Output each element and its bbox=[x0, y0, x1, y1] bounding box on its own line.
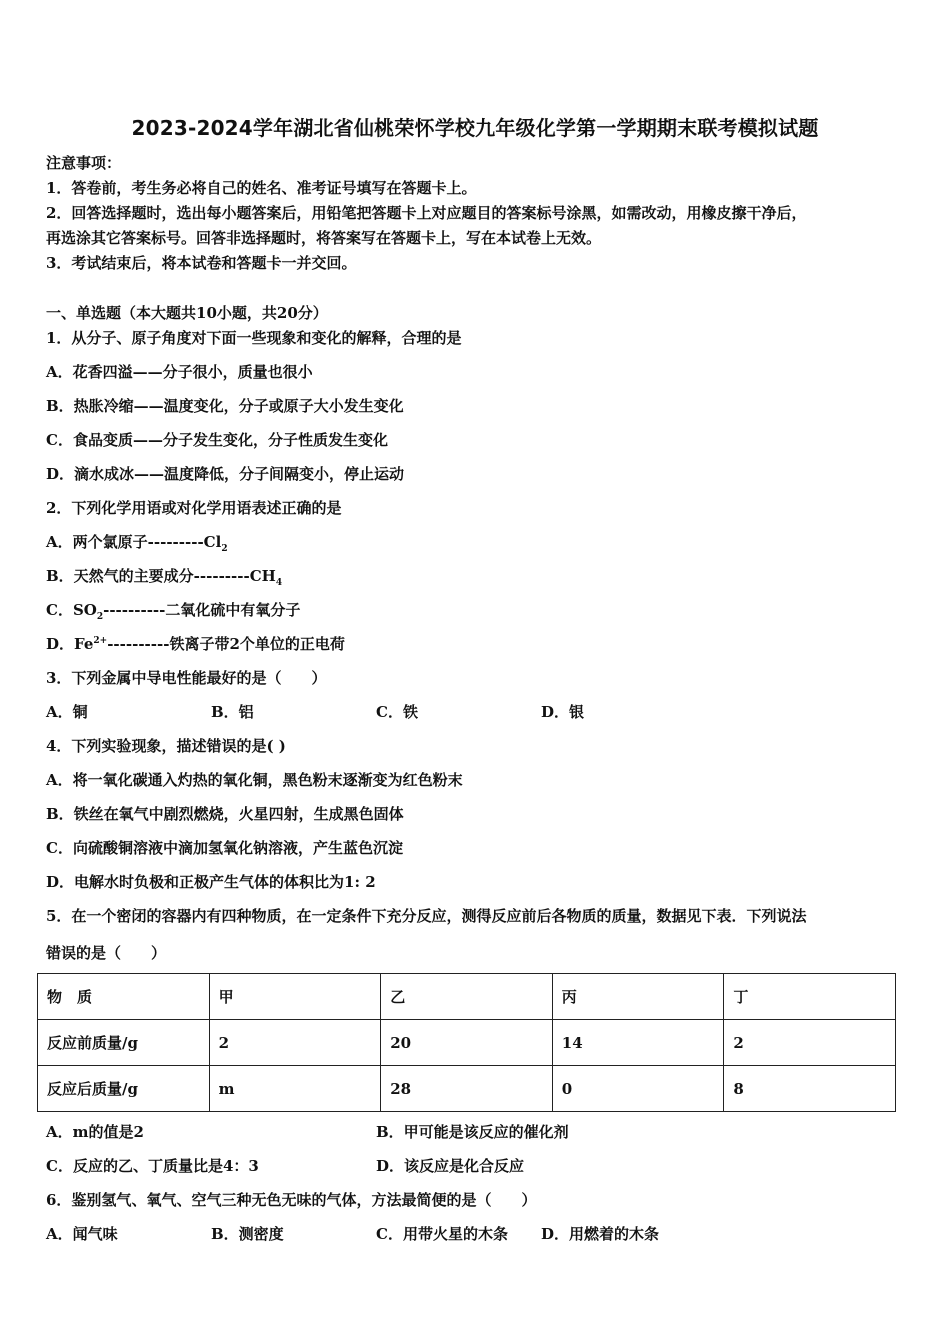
question-3-option-b: B．铝 bbox=[211, 703, 254, 721]
superscript: 2+ bbox=[93, 636, 108, 646]
question-5-option-d: D．该反应是化合反应 bbox=[376, 1157, 525, 1175]
question-3-stem: 3．下列金属中导电性能最好的是（ ） bbox=[46, 669, 327, 687]
question-4-option-c: C．向硫酸铜溶液中滴加氢氧化钠溶液，产生蓝色沉淀 bbox=[46, 839, 403, 857]
table-cell: 甲 bbox=[209, 974, 381, 1020]
question-1-option-c: C．食品变质——分子发生变化，分子性质发生变化 bbox=[46, 431, 388, 449]
question-3-option-c: C．铁 bbox=[376, 703, 418, 721]
question-1-option-b: B．热胀冷缩——温度变化，分子或原子大小发生变化 bbox=[46, 397, 404, 415]
question-5-option-c: C．反应的乙、丁质量比是4：3 bbox=[46, 1157, 259, 1175]
question-3-option-d: D．银 bbox=[541, 703, 585, 721]
table-cell: 2 bbox=[724, 1020, 896, 1066]
table-row bbox=[38, 1066, 896, 1112]
question-4-stem: 4．下列实验现象，描述错误的是( ) bbox=[46, 737, 286, 755]
question-5-option-a: A．m的值是2 bbox=[46, 1123, 144, 1141]
question-2-option-d bbox=[46, 633, 345, 654]
section-heading: 一、单选题（本大题共10小题，共20分） bbox=[46, 304, 328, 322]
question-5-stem: 5．在一个密闭的容器内有四种物质，在一定条件下充分反应，测得反应前后各物质的质量，数据见下表．下列说法 bbox=[46, 907, 807, 925]
table-cell: 28 bbox=[381, 1066, 553, 1112]
notice-item-1: 1．答卷前，考生务必将自己的姓名、准考证号填写在答题卡上。 bbox=[46, 179, 477, 197]
option-a-text: A．两个氯原子---------Cl bbox=[46, 533, 222, 551]
table-cell: 乙 bbox=[381, 974, 553, 1020]
table-cell: 20 bbox=[381, 1020, 553, 1066]
notice-item-3: 3．考试结束后，将本试卷和答题卡一并交回。 bbox=[46, 254, 357, 272]
notice-heading: 注意事项： bbox=[46, 154, 122, 172]
question-6-stem: 6．鉴别氢气、氧气、空气三种无色无味的气体，方法最简便的是（ ） bbox=[46, 1191, 537, 1209]
subscript: 4 bbox=[275, 578, 283, 588]
question-6-option-a: A．闻气味 bbox=[46, 1225, 118, 1243]
table-cell: 丁 bbox=[724, 974, 896, 1020]
exam-title: 2023-2024学年湖北省仙桃荣怀学校九年级化学第一学期期末联考模拟试题 bbox=[131, 116, 819, 140]
table-cell: 物 质 bbox=[38, 974, 210, 1020]
table-cell: 2 bbox=[209, 1020, 381, 1066]
question-6-option-c: C．用带火星的木条 bbox=[376, 1225, 508, 1243]
notice-item-2-cont: 再选涂其它答案标号。回答非选择题时，将答案写在答题卡上，写在本试卷上无效。 bbox=[46, 229, 602, 247]
question-4-option-b: B．铁丝在氧气中剧烈燃烧，火星四射，生成黑色固体 bbox=[46, 805, 404, 823]
table-row bbox=[38, 1020, 896, 1066]
question-2-option-b bbox=[46, 565, 282, 588]
question-5-option-b: B．甲可能是该反应的催化剂 bbox=[376, 1123, 569, 1141]
question-1-stem: 1．从分子、原子角度对下面一些现象和变化的解释，合理的是 bbox=[46, 329, 462, 347]
question-4-option-a: A．将一氧化碳通入灼热的氧化铜，黑色粉末逐渐变为红色粉末 bbox=[46, 771, 463, 789]
subscript: 2 bbox=[96, 612, 104, 622]
question-2-option-c bbox=[46, 599, 300, 622]
question-1-option-a: A．花香四溢——分子很小，质量也很小 bbox=[46, 363, 313, 381]
question-2-option-a bbox=[46, 531, 228, 554]
question-1-option-d: D．滴水成冰——温度降低，分子间隔变小，停止运动 bbox=[46, 465, 405, 483]
table-header-row bbox=[38, 974, 896, 1020]
mass-table bbox=[37, 973, 896, 1112]
question-3-option-a: A．铜 bbox=[46, 703, 88, 721]
table-cell: 0 bbox=[552, 1066, 724, 1112]
table-cell: 反应后质量/g bbox=[38, 1066, 210, 1112]
option-d-post: ----------铁离子带2个单位的正电荷 bbox=[107, 635, 345, 653]
table-cell: 丙 bbox=[552, 974, 724, 1020]
question-4-option-d: D．电解水时负极和正极产生气体的体积比为1: 2 bbox=[46, 873, 376, 891]
option-c-post: ----------二氧化硫中有氧分子 bbox=[103, 601, 301, 619]
notice-item-2: 2．回答选择题时，选出每小题答案后，用铅笔把答题卡上对应题目的答案标号涂黑，如需改动，用橡皮擦干净后， bbox=[46, 204, 807, 222]
table-cell: m bbox=[209, 1066, 381, 1112]
option-d-pre: D．Fe bbox=[46, 635, 94, 653]
question-6-option-d: D．用燃着的木条 bbox=[541, 1225, 660, 1243]
table-cell: 8 bbox=[724, 1066, 896, 1112]
option-b-text: B．天然气的主要成分---------CH bbox=[46, 567, 276, 585]
question-5-stem-cont: 错误的是（ ） bbox=[46, 944, 167, 962]
subscript: 2 bbox=[221, 544, 228, 554]
option-c-pre: C．SO bbox=[46, 601, 97, 619]
question-2-stem: 2．下列化学用语或对化学用语表述正确的是 bbox=[46, 499, 342, 517]
question-6-option-b: B．测密度 bbox=[211, 1225, 284, 1243]
table-cell: 14 bbox=[552, 1020, 724, 1066]
table-cell: 反应前质量/g bbox=[38, 1020, 210, 1066]
